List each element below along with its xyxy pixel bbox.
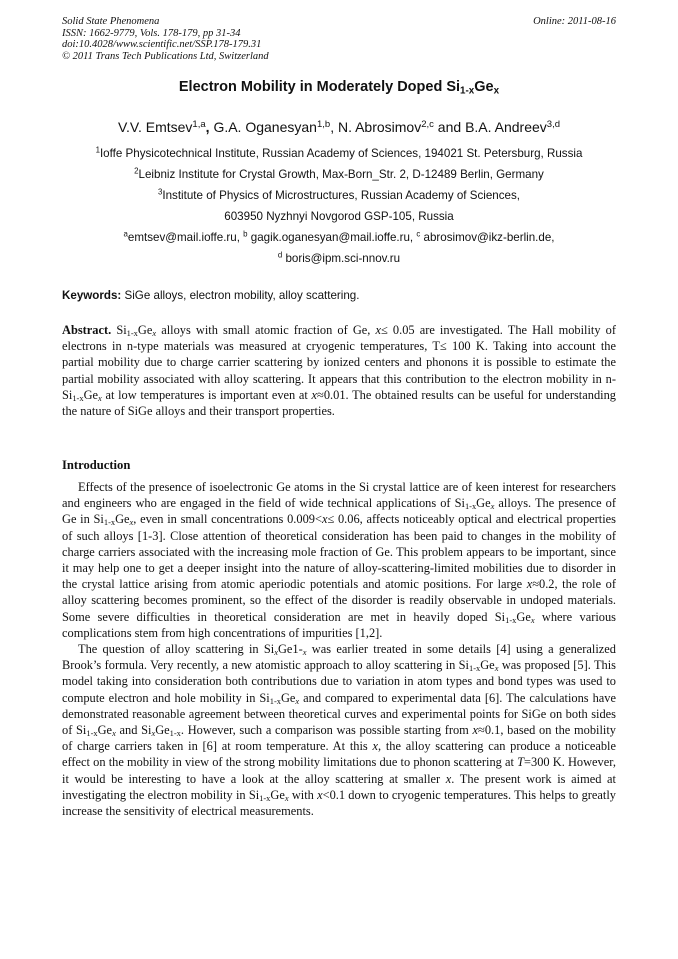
email-link[interactable]: emtsev@mail.ioffe.ru, (127, 231, 244, 244)
abstract-text: alloys with small atomic fraction of Ge, (156, 323, 376, 337)
subscript: x (490, 501, 495, 512)
author-affil-sup: 1,a (192, 118, 206, 130)
author-affil-sup: 3,d (546, 118, 561, 130)
affil-text: 603950 Nyzhnyi Novgorod GSP-105, Russia (224, 210, 454, 223)
author-name: N. Abrosimov (337, 119, 422, 135)
author-separator: and (433, 119, 466, 135)
para-text: <0.1 down to cryogenic temperatures. This helps to greatly increase the sensitivity of electrical measurements. (62, 787, 616, 819)
math-var: x (445, 771, 452, 786)
affil-sup: 2 (134, 166, 139, 176)
subscript: 1-x (169, 728, 181, 739)
affil-sup: 1 (95, 145, 100, 155)
keywords-label: Keywords: (62, 289, 122, 302)
author-separator: , (330, 119, 338, 135)
affiliation-3 (40, 189, 638, 202)
email-link[interactable]: gagik.oganesyan@mail.ioffe.ru, (247, 231, 417, 244)
subscript: x (284, 792, 289, 803)
abstract (62, 322, 616, 419)
para-text: Ge (97, 723, 113, 738)
author-separator: , (205, 119, 214, 135)
para-text: =300 K. However, it would be interesting to have a look at the alloy scattering at smaller (62, 755, 616, 786)
email-sup: a (123, 229, 128, 239)
para-text: ≈0.1, based on the mobility of charge carriers taken in [6] at room temperature. At this (62, 723, 616, 754)
math-var: T (517, 755, 525, 770)
abstract-text: ≈0.01. The obtained results can be useful for understanding the nature of SiGe alloys and their transport properties. (62, 387, 616, 419)
subscript: 1-x (464, 501, 477, 512)
email-line-2 (40, 252, 638, 265)
math-var: x (321, 512, 328, 527)
affil-sup: 3 (157, 187, 163, 197)
paragraph (62, 641, 616, 819)
author-name: B.A. Andreev (465, 119, 547, 135)
para-text: ≈0.2, the role of alloy scattering becomes prominent, so the effect of the disorder is readily observable in undoped materials. Some severe difficulties in theoretical consideration are met in heavily doped Si (62, 577, 617, 624)
para-text: Ge (280, 690, 296, 705)
issn-line: ISSN: 1662-9779, Vols. 178-179, pp 31-34 (62, 27, 241, 39)
para-text: alloys. The presence of Ge in Si (62, 496, 616, 527)
math-var: x (472, 723, 479, 738)
subscript: x (295, 695, 300, 706)
subscript: 1-x (269, 695, 281, 706)
subscript: 1-x (259, 792, 271, 803)
subscript: x (302, 647, 307, 658)
online-date-text: Online: 2011-08-16 (533, 16, 616, 27)
author-affil-sup: 2,c (421, 118, 434, 130)
author-affil-sup: 1,b (316, 118, 331, 130)
email-link[interactable]: boris@ipm.sci-nnov.ru (282, 252, 401, 265)
para-text: , even in small concentrations 0.009< (133, 512, 322, 527)
journal-name: Solid State Phenomena (62, 16, 160, 27)
subscript: 1-x (72, 392, 84, 403)
paragraph (62, 479, 616, 641)
section-heading-introduction: Introduction (62, 458, 131, 472)
email-sup: b (243, 229, 248, 239)
para-text: was proposed [5]. This model taking into consideration both contributions due to variation in atom types and bond types was used to compute electron and hole mobility in Si (62, 658, 616, 705)
para-text: Ge (516, 609, 531, 624)
subscript: 1-x (86, 728, 98, 739)
email-sup: d (277, 250, 283, 260)
introduction-body (62, 479, 616, 819)
para-text: with (288, 787, 318, 802)
subscript: x (274, 647, 278, 658)
subscript: x (152, 328, 157, 339)
para-text: Ge (270, 787, 285, 802)
affiliation-2 (40, 168, 638, 181)
math-var: x (317, 787, 323, 802)
subscript: 1-x (505, 614, 517, 625)
math-var: x (526, 577, 533, 592)
online-date (533, 16, 616, 28)
email-link[interactable]: abrosimov@ikz-berlin.de, (420, 231, 555, 244)
subscript: 1-x (103, 517, 116, 528)
subscript: x (151, 728, 156, 739)
subscript: x (129, 517, 134, 528)
math-var: x (375, 323, 381, 337)
affil-text: Ioffe Physicotechnical Institute, Russian Academy of Sciences, 194021 St. Petersburg, Russia (99, 147, 583, 160)
para-text: Effects of the presence of isoelectronic Ge atoms in the Si crystal lattice are of keen interest for researchers and engineers who are engaged in the field of wide technical applications of Si (62, 480, 616, 511)
subscript: x (112, 728, 116, 739)
abstract-label: Abstract. (62, 323, 112, 337)
affiliation-3-address (40, 210, 638, 223)
para-text: Ge (115, 512, 130, 527)
abstract-text: Ge (83, 387, 99, 402)
math-var: x (311, 387, 318, 402)
para-text: and Si (115, 723, 152, 738)
para-text: and compared to experimental data [6]. The calculations have demonstrated reasonable agreement between theoretical curves and experimental points for SiGe on both sides of Si (62, 690, 616, 738)
para-text: Ge1- (277, 642, 303, 657)
subscript: x (98, 392, 102, 403)
affil-text: Leibniz Institute for Crystal Growth, Max-Born_Str. 2, D-12489 Berlin, Germany (138, 168, 544, 181)
para-text: where various complications stem from high concentrations of impurities [1,2]. (62, 609, 616, 640)
title-text-ge: Ge (474, 79, 494, 95)
title-subscript-x: x (493, 85, 500, 97)
subscript: x (530, 614, 535, 625)
para-text: ≤ 0.06, affects noticeably optical and electrical properties of such alloys [1-3]. Close attention of theoretical consideration has been paid to changes in the mobility of charge carriers associated with the increasing mole fraction of Ge. This problem appears to be important, since it may help one to get a deeper insight into the nature of alloy-scattering-limited mobilities due to disorder in the crystal lattice arising from atomic aperiodic potentials and atomic positions. For large (62, 512, 616, 592)
doi-line[interactable]: doi:10.4028/www.scientific.net/SSP.178-179.31 (62, 39, 262, 50)
keywords-text: SiGe alloys, electron mobility, alloy scattering. (121, 289, 360, 302)
author-list (62, 119, 616, 135)
para-text: Ge (476, 496, 491, 511)
abstract-text: Ge (137, 323, 153, 337)
subscript: 1-x (126, 328, 138, 339)
para-text: , the alloy scattering can produce a noticeable effect on the mobility in view of the strong mobility limitations due to phonon scattering at (62, 739, 617, 770)
para-text: Ge (480, 658, 495, 673)
para-text: . However, such a comparison was possible starting from (180, 723, 473, 738)
math-var: x (372, 739, 378, 754)
paper-title (62, 79, 616, 95)
para-text: The question of alloy scattering in Si (78, 642, 275, 657)
abstract-text: ≤ 0.05 are investigated. The Hall mobility of electrons in n-type materials was measured at cryogenic temperatures, T≤ 100 K. Taking into account the partial mobility due to charge carrier scattering by ionized centers and phonons it is possible to estimate the partial mobility associated with alloy scattering. It appears that this contribution to the electron mobility in n-Si (62, 323, 616, 402)
para-text: was earlier treated in some details [4] using a generalized Brook’s formula. Very recently, a new atomistic approach to alloy scattering in Si (62, 642, 616, 673)
affil-text: Institute of Physics of Microstructures, Russian Academy of Sciences, (162, 189, 520, 202)
email-line-1 (40, 231, 638, 244)
abstract-text: at low temperatures is important even at (101, 387, 312, 402)
keywords (62, 289, 616, 302)
author-name: G.A. Oganesyan (213, 119, 317, 135)
copyright-line: © 2011 Trans Tech Publications Ltd, Switzerland (62, 50, 269, 62)
title-subscript: 1-x (460, 85, 475, 97)
para-text: Ge (155, 723, 170, 738)
title-text: Electron Mobility in Moderately Doped Si (178, 79, 461, 95)
para-text: . The present work is aimed at investigating the electron mobility in Si (62, 771, 616, 802)
email-sup: c (416, 229, 421, 239)
affiliation-1 (40, 147, 638, 160)
subscript: 1-x (469, 663, 481, 674)
author-name: V.V. Emtsev (117, 119, 193, 135)
subscript: x (494, 663, 499, 674)
journal-header (62, 16, 269, 62)
abstract-text: Si (111, 323, 127, 337)
